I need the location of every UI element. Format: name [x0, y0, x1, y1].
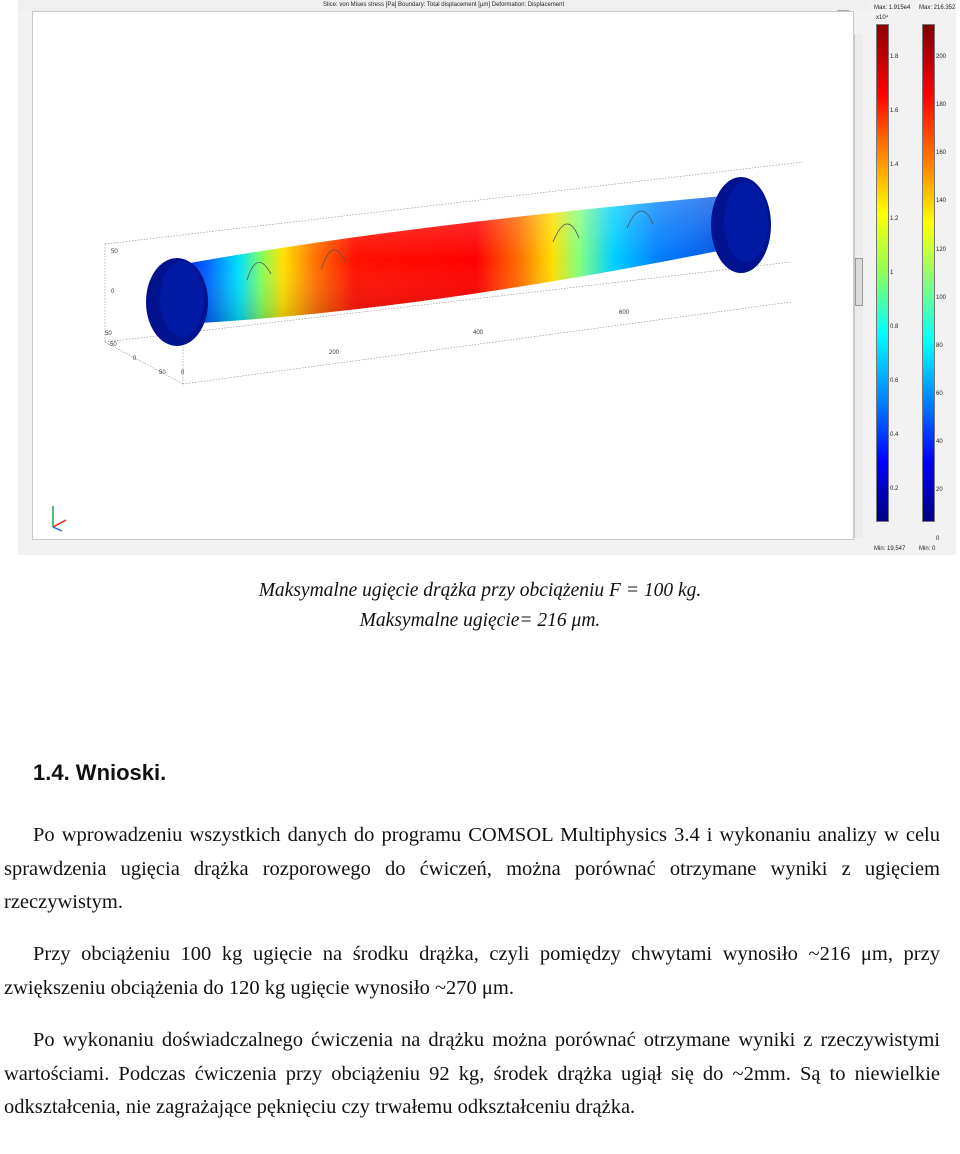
stress-tick: 1.8: [890, 54, 899, 60]
displacement-tick: 20: [936, 487, 943, 493]
displacement-colorbar: [922, 24, 935, 522]
displacement-tick: 60: [936, 391, 943, 397]
paragraph-1: Po wprowadzeniu wszystkich danych do programu COMSOL Multiphysics 3.4 i wykonaniu analizy w celu sprawdzenia ugięcia drążka rozporowego do ćwiczeń, można porównać otrzymane wyniki z ugięciem rzeczywistym.: [4, 824, 940, 913]
stress-tick: 1.2: [890, 216, 899, 222]
beam-plot: [33, 12, 853, 539]
x-tick-200: 200: [329, 350, 340, 356]
color-legends: [870, 0, 956, 555]
displacement-tick: 160: [936, 150, 947, 156]
stress-colorbar: [876, 24, 889, 522]
displacement-tick: 140: [936, 198, 947, 204]
x-tick-600: 600: [619, 310, 630, 316]
section-heading: 1.4. Wnioski.: [33, 760, 167, 785]
stress-tick: 1.6: [890, 108, 899, 114]
stress-tick: 0.2: [890, 486, 899, 492]
displacement-min: Min: 0: [919, 546, 936, 552]
z-tick-0: 0: [111, 289, 115, 295]
plot-title: Slice: von Mises stress [Pa] Boundary: Total displacement [µm] Deformation: Displacement: [323, 2, 565, 8]
viewport-scrollbar[interactable]: [854, 34, 863, 538]
displacement-max: Max: 216.352: [919, 5, 956, 11]
paragraph-2: Przy obciążeniu 100 kg ugięcie na środku drążka, czyli pomiędzy chwytami wynosiło ~216 μm, przy zwiększeniu obciążenia do 120 kg ugięcie wynosiło ~270 μm.: [4, 943, 940, 999]
stress-tick: 0.8: [890, 324, 899, 330]
figure-caption-line-2: Maksymalne ugięcie= 216 μm.: [359, 610, 601, 631]
displacement-tick: 120: [936, 247, 947, 253]
stress-exponent: x10⁴: [876, 15, 889, 21]
beam-body: [173, 196, 723, 324]
y-tick-50: 50: [105, 331, 112, 337]
stress-tick: 0.6: [890, 378, 899, 384]
y-tick-50b: 50: [159, 370, 166, 376]
comsol-screenshot: [18, 0, 956, 555]
x-tick-400: 400: [473, 330, 484, 336]
displacement-tick: 0: [936, 536, 940, 542]
displacement-tick: 180: [936, 102, 947, 108]
stress-max: Max: 1.915e4: [874, 5, 911, 11]
x-tick-0: 0: [181, 370, 185, 376]
stress-tick: 1.4: [890, 162, 899, 168]
stress-min: Min: 19.547: [874, 546, 906, 552]
stress-tick: 0.4: [890, 432, 899, 438]
displacement-tick: 100: [936, 295, 947, 301]
axis-triad-icon: [53, 506, 66, 531]
displacement-tick: 80: [936, 343, 943, 349]
paragraph-3: Po wykonaniu doświadczalnego ćwiczenia na drążku można porównać otrzymane wyniki z rzeczywistymi wartościami. Podczas ćwiczenia przy obciążeniu 92 kg, środek drążka ugiął się do ~2mm. Są to niewielkie odkształcenia, nie zagrażające pęknięciu czy trwałemu odkształceniu drążka.: [4, 1029, 940, 1118]
plot-title-bar: [18, 0, 869, 11]
3d-viewport[interactable]: [32, 11, 854, 540]
y-tick-0: 0: [133, 356, 137, 362]
displacement-tick: 200: [936, 54, 947, 60]
displacement-tick: 40: [936, 439, 943, 445]
stress-tick: 1: [890, 270, 894, 276]
z-tick-50: 50: [111, 249, 118, 255]
scrollbar-thumb[interactable]: [855, 258, 863, 306]
figure-caption-line-1: Maksymalne ugięcie drążka przy obciążeniu F = 100 kg.: [258, 580, 702, 601]
y-tick-minus50: -50: [108, 342, 117, 348]
